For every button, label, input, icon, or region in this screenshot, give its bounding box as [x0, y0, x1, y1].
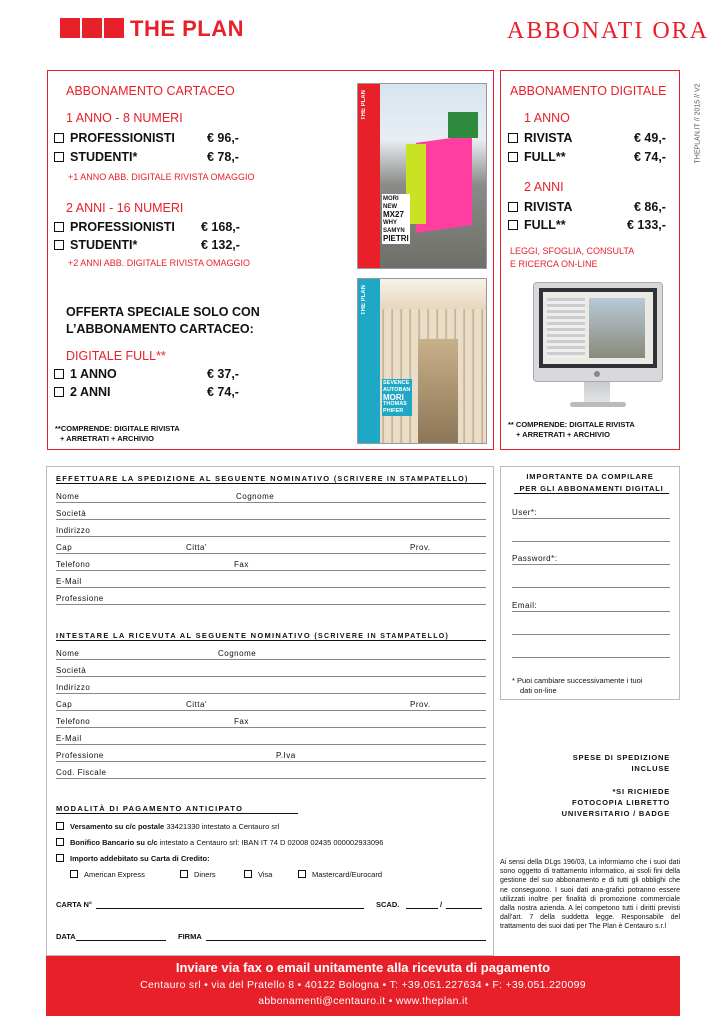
login-email-line-2[interactable]: [512, 634, 670, 635]
cartaceo-y1-title: 1 ANNO - 8 NUMERI: [66, 111, 183, 125]
inv-nome-label: Nome: [56, 649, 80, 658]
cta-title: ABBONATI ORA: [506, 18, 709, 44]
login-email-label: Email:: [512, 601, 538, 610]
inv-fax-label: Fax: [234, 717, 249, 726]
logo-square-3: [104, 18, 124, 38]
ship-professione-line[interactable]: [56, 604, 486, 605]
inv-indirizzo-line[interactable]: [56, 693, 486, 694]
firma-line[interactable]: [206, 940, 486, 941]
carta-n-label: CARTA N°: [56, 900, 92, 909]
magazine-cover-2: [357, 278, 487, 444]
imac-display: [539, 288, 657, 368]
inv-societa-label: Società: [56, 666, 87, 675]
cartaceo-y2-bonus: +2 ANNI ABB. DIGITALE RIVISTA OMAGGIO: [68, 258, 250, 268]
login-email-line-1[interactable]: [512, 611, 670, 612]
spese-info: SPESE DI SPEDIZIONE INCLUSE: [572, 753, 670, 773]
ship-societa-label: Società: [56, 509, 87, 518]
footer-banner: [46, 956, 680, 1016]
cover-2-corridor: [418, 339, 458, 444]
cartaceo-footnote-1: **COMPRENDE: DIGITALE RIVISTA: [55, 424, 180, 433]
cover-2-brand: THE PLAN: [361, 285, 367, 315]
cover-1-brand: THE PLAN: [361, 90, 367, 120]
ship-professione-label: Professione: [56, 594, 104, 603]
ship-nome-line[interactable]: [56, 502, 486, 503]
inv-codfiscale-line[interactable]: [56, 778, 486, 779]
ship-cap-label: Cap: [56, 543, 73, 552]
login-note-1: * Puoi cambiare successivamente i tuoi: [512, 676, 643, 685]
inv-email-line[interactable]: [56, 744, 486, 745]
card-diners[interactable]: Diners: [180, 870, 216, 879]
ship-indirizzo-label: Indirizzo: [56, 526, 91, 535]
login-title-2: PER GLI ABBONAMENTI DIGITALI: [514, 484, 669, 494]
scad-year-line[interactable]: [446, 908, 482, 909]
cartaceo-y2-title: 2 ANNI - 16 NUMERI: [66, 201, 184, 215]
logo-square-2: [82, 18, 102, 38]
card-mastercard[interactable]: Mastercard/Eurocard: [298, 870, 382, 879]
cover-1-tree: [448, 112, 478, 138]
ship-citta-label: Citta': [186, 543, 207, 552]
footer-line-1: Inviare via fax o email unitamente alla ricevuta di pagamento: [175, 960, 551, 975]
digitale-y1-row-2[interactable]: FULL** € 74,-: [508, 150, 673, 164]
cover-2-headlines: SEVENCE AUTOBAN MORI THOMAS PHIFER: [383, 380, 411, 414]
special-row-1[interactable]: 1 ANNO € 37,-: [54, 367, 254, 381]
digitale-y2-title: 2 ANNI: [524, 180, 564, 194]
ship-cognome-label: Cognome: [236, 492, 275, 501]
carta-n-line[interactable]: [96, 908, 364, 909]
inv-cap-label: Cap: [56, 700, 73, 709]
login-email-line-3[interactable]: [512, 657, 670, 658]
firma-label: FIRMA: [178, 932, 202, 941]
card-visa[interactable]: Visa: [244, 870, 272, 879]
cartaceo-y2-row-2[interactable]: STUDENTI* € 132,-: [54, 238, 254, 252]
footer-line-2: Centauro srl • via del Pratello 8 • 40122 Bologna • T: +39.051.227634 • F: +39.051.220099: [140, 979, 586, 991]
digitale-footnote-1: ** COMPRENDE: DIGITALE RIVISTA: [508, 420, 635, 429]
logo-square-1: [60, 18, 80, 38]
login-title-1: IMPORTANTE DA COMPILARE: [526, 472, 654, 481]
inv-telefono-line[interactable]: [56, 727, 486, 728]
apple-logo-icon: [594, 371, 600, 377]
cartaceo-y2-row-1[interactable]: PROFESSIONISTI € 168,-: [54, 220, 254, 234]
inv-telefono-label: Telefono: [56, 717, 91, 726]
special-line-1: OFFERTA SPECIALE SOLO CON: [66, 305, 260, 319]
cover-1-headlines: MORI NEW MX27 WHY SAMYN PIETRI: [383, 196, 409, 243]
form-box: [46, 466, 494, 956]
login-user-label: User*:: [512, 508, 538, 517]
cartaceo-title: ABBONAMENTO CARTACEO: [66, 84, 235, 98]
digital-login-box: [500, 466, 680, 700]
imac-stand: [584, 382, 610, 404]
pay-postale[interactable]: Versamento su c/c postale 33421330 intestato a Centauro srl: [56, 822, 279, 831]
imac-screen: [533, 282, 663, 382]
privacy-text: Ai sensi della DLgs 196/03, La informiamo che i suoi dati sono oggetto di trattamento informatico, ai ssoli fini della gestione del suo abbonamento e di tutti gli obblighi che ne conseguono. I suoi dati ana-grafici potranno essere utilizzati inoltre per finalità di promozione commerciale dalla nostra azienda. A lei competono tutti i diritti previsti dall’art. 7 della suddetta legge. Responsabile del trattamento dei suoi dati per The Plan è Centauro s.r.l: [500, 859, 680, 931]
scad-month-line[interactable]: [406, 908, 438, 909]
inv-indirizzo-label: Indirizzo: [56, 683, 91, 692]
login-user-line-1[interactable]: [512, 518, 670, 519]
scad-label: SCAD.: [376, 900, 400, 909]
digitale-title: ABBONAMENTO DIGITALE: [510, 84, 667, 98]
cartaceo-footnote-2: + ARRETRATI + ARCHIVIO: [60, 434, 154, 443]
cover-2-roof: [380, 279, 487, 309]
cartaceo-y1-row-1[interactable]: PROFESSIONISTI € 96,-: [54, 131, 254, 145]
req-info: *SI RICHIEDE FOTOCOPIA LIBRETTO UNIVERSITARIO / BADGE: [561, 787, 670, 818]
data-label: DATA: [56, 932, 76, 941]
ship-prov-label: Prov.: [410, 543, 431, 552]
inv-professione-label: Professione: [56, 751, 104, 760]
ship-telefono-line[interactable]: [56, 570, 486, 571]
inv-cap-line[interactable]: [56, 710, 486, 711]
digitale-promo-2: E RICERCA ON-LINE: [510, 259, 598, 269]
login-password-label: Password*:: [512, 554, 558, 563]
ship-email-line[interactable]: [56, 587, 486, 588]
inv-nome-line[interactable]: [56, 659, 486, 660]
pay-bonifico[interactable]: Bonifico Bancario su c/c intestato a Centauro srl: IBAN IT 74 D 02008 02435 000002933096: [56, 838, 383, 847]
ship-nome-label: Nome: [56, 492, 80, 501]
ship-indirizzo-line[interactable]: [56, 536, 486, 537]
scad-slash: /: [440, 900, 443, 909]
ship-societa-line[interactable]: [56, 519, 486, 520]
inv-cognome-label: Cognome: [218, 649, 257, 658]
inv-prov-label: Prov.: [410, 700, 431, 709]
special-row-2[interactable]: 2 ANNI € 74,-: [54, 385, 254, 399]
inv-piva-label: P.Iva: [276, 751, 296, 760]
pay-carta[interactable]: Importo addebitato su Carta di Credito:: [56, 854, 210, 863]
digitale-y1-row-1[interactable]: RIVISTA € 49,-: [508, 131, 673, 145]
login-note-2: dati on-line: [520, 686, 557, 695]
ship-email-label: E-Mail: [56, 577, 82, 586]
data-line[interactable]: [76, 940, 166, 941]
card-amex[interactable]: American Express: [70, 870, 145, 879]
brand-name: THE PLAN: [130, 16, 244, 41]
imac-base: [570, 402, 626, 407]
special-line-2: L’ABBONAMENTO CARTACEO:: [66, 322, 254, 336]
inv-societa-line[interactable]: [56, 676, 486, 677]
inv-codfiscale-label: Cod. Fiscale: [56, 768, 107, 777]
cartaceo-y1-bonus: +1 ANNO ABB. DIGITALE RIVISTA OMAGGIO: [68, 172, 255, 182]
inv-citta-label: Citta': [186, 700, 207, 709]
digitale-y2-row-2[interactable]: FULL** € 133,-: [508, 218, 673, 232]
magazine-cover-1: [357, 83, 487, 269]
vertical-code: THEPLAN.IT // 2015 // V2: [694, 83, 702, 164]
digitale-y2-row-1[interactable]: RIVISTA € 86,-: [508, 200, 673, 214]
digitale-footnote-2: + ARRETRATI + ARCHIVIO: [516, 430, 610, 439]
login-user-line-2[interactable]: [512, 541, 670, 542]
ship-cap-line[interactable]: [56, 553, 486, 554]
login-password-line-2[interactable]: [512, 587, 670, 588]
cartaceo-y1-row-2[interactable]: STUDENTI* € 78,-: [54, 150, 254, 164]
digitale-promo-1: LEGGI, SFOGLIA, CONSULTA: [510, 246, 635, 256]
invoice-title: INTESTARE LA RICEVUTA AL SEGUENTE NOMINATIVO (SCRIVERE IN STAMPATELLO): [56, 631, 486, 641]
shipping-title: EFFETTUARE LA SPEDIZIONE AL SEGUENTE NOMINATIVO (SCRIVERE IN STAMPATELLO): [56, 474, 486, 484]
inv-professione-line[interactable]: [56, 761, 486, 762]
ship-telefono-label: Telefono: [56, 560, 91, 569]
inv-email-label: E-Mail: [56, 734, 82, 743]
digitale-y1-title: 1 ANNO: [524, 111, 570, 125]
special-title: DIGITALE FULL**: [66, 349, 166, 363]
payment-title: MODALITÀ DI PAGAMENTO ANTICIPATO: [56, 804, 298, 814]
login-password-line-1[interactable]: [512, 564, 670, 565]
footer-line-3: abbonamenti@centauro.it • www.theplan.it: [258, 995, 468, 1007]
ship-fax-label: Fax: [234, 560, 249, 569]
